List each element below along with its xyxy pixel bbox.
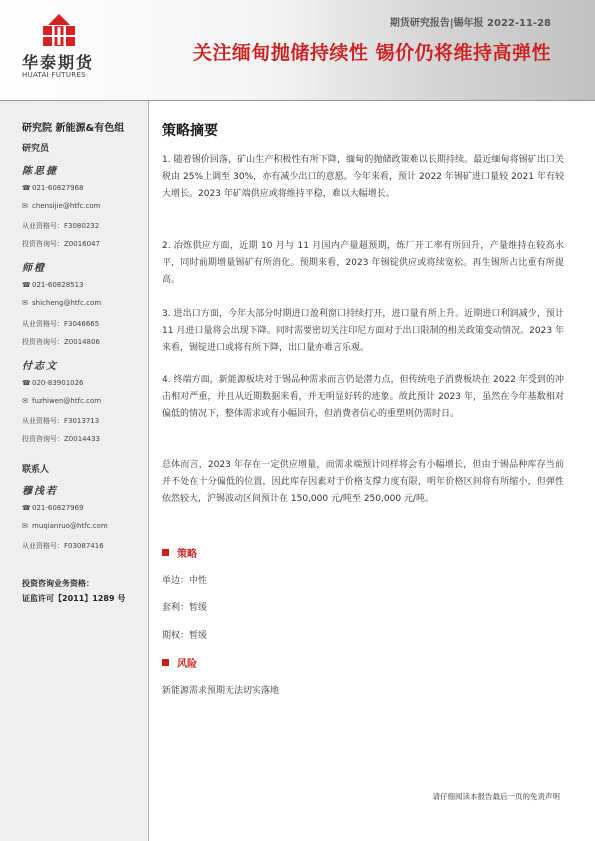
analyst-phone: ☎020-83901026 bbox=[22, 379, 84, 387]
phone-icon: ☎ bbox=[22, 184, 31, 192]
analyst-email[interactable]: ✉ chensijie@htfc.com bbox=[22, 202, 101, 210]
analyst-email[interactable]: ✉ fuzhiwen@htfc.com bbox=[22, 397, 102, 405]
contact-name: 穆浅若 bbox=[22, 486, 58, 497]
license-number: 证监许可【2011】1289 号 bbox=[22, 594, 126, 603]
analyst-qualification: 从业资格号：F3080232 bbox=[22, 222, 100, 230]
section-title: 策略摘要 bbox=[162, 123, 218, 139]
report-header bbox=[0, 0, 595, 100]
bullet-square-icon bbox=[162, 549, 169, 556]
contact-label: 联系人 bbox=[22, 465, 50, 475]
bullet-square-icon bbox=[162, 659, 169, 666]
analyst-invest-license: 投资咨询号：Z0014433 bbox=[22, 435, 100, 443]
risk-item: 新能源需求预期无法切实落地 bbox=[162, 686, 280, 696]
contact-email[interactable]: ✉ muqianruo@htfc.com bbox=[22, 522, 108, 530]
phone-icon: ☎ bbox=[22, 504, 31, 512]
analyst-phone: ☎021-60827968 bbox=[22, 184, 84, 192]
department-label: 研究院 新能源&有色组 bbox=[22, 123, 125, 134]
summary-paragraph: 4. 终端方面，新能源板块对于锡品种需求而言仍是潜力点，但传统电子消费板块在 2022 年受到的冲击相对严重，并且从近期数据来看，并无明显好转的迹象。故此预计 2023 年，虽然在今年基数相对偏低的情况下，整体需求或有小幅回升，但消费者信心的重塑则仍需时日。 bbox=[162, 375, 564, 419]
email-icon: ✉ bbox=[22, 299, 28, 307]
disclaimer-note: 请仔细阅读本报告最后一页的免责声明 bbox=[432, 792, 560, 801]
strategy-item: 期权：暂缓 bbox=[162, 631, 208, 641]
logo-emblem-icon bbox=[40, 14, 78, 48]
summary-paragraph: 3. 进出口方面，今年大部分时期进口盈利窗口持续打开，进口量有所上升。近期进口利润减少，预计 11 月进口量将会出现下降。同时需要密切关注印尼方面对于出口限制的相关政策变动情况。2023 年来看，锡锭进口或将有所下降，出口量亦难言乐观。 bbox=[162, 309, 564, 353]
contact-qualification: 从业资格号：F03087416 bbox=[22, 542, 104, 550]
analyst-invest-license: 投资咨询号：Z0016047 bbox=[22, 240, 100, 248]
strategy-heading: 策略 bbox=[162, 545, 197, 560]
report-type-date: 期货研究报告|锡年报 2022-11-28 bbox=[389, 18, 551, 29]
analyst-qualification: 从业资格号：F3013713 bbox=[22, 417, 100, 425]
email-icon: ✉ bbox=[22, 522, 28, 530]
email-icon: ✉ bbox=[22, 397, 28, 405]
strategy-item: 套利：暂缓 bbox=[162, 603, 208, 613]
risk-heading: 风险 bbox=[162, 655, 197, 670]
strategy-item: 单边：中性 bbox=[162, 576, 208, 586]
email-icon: ✉ bbox=[22, 202, 28, 210]
summary-paragraph: 2. 冶炼供应方面，近期 10 月与 11 月国内产量超预期，炼厂开工率有所回升，产量维持在较高水平，同时前期增量锡矿有所消化。预期来看，2023 年锡锭供应或将续宽松。再生锡所占比重有所提高。 bbox=[162, 241, 564, 285]
analyst-name: 陈思捷 bbox=[22, 166, 58, 177]
phone-icon: ☎ bbox=[22, 379, 31, 387]
logo-chinese-name: 华泰期货 bbox=[22, 53, 95, 72]
analyst-email[interactable]: ✉ shicheng@htfc.com bbox=[22, 299, 102, 307]
license-label: 投资咨询业务资格： bbox=[22, 579, 94, 588]
analyst-invest-license: 投资咨询号：Z0014806 bbox=[22, 338, 100, 346]
researchers-label: 研究员 bbox=[22, 144, 50, 154]
conclusion-paragraph: 总体而言，2023 年存在一定供应增量，而需求端预计同样将会有小幅增长，但由于锡品种库存当前并不处在十分偏低的位置，因此库存因素对于价格支撑力度有限，明年价格区间将有所缩小，但弹性依然较大，沪锡波动区间预计在 150,000 元/吨至 250,000 元/吨。 bbox=[162, 460, 564, 504]
analyst-qualification: 从业资格号：F3046665 bbox=[22, 320, 100, 328]
summary-paragraph: 1. 随着锡价回落，矿山生产积极性有所下降，缅甸的抛储政策难以长期持续。最近缅甸将锡矿出口关税由 25%上调至 30%，亦有减少出口的意愿。今年来看，预计 2022 年锡矿进口量较 2021 年有较大增长。2023 年矿端供应或将维持平稳，难以大幅增长。 bbox=[162, 155, 564, 199]
analyst-name: 付志文 bbox=[22, 361, 58, 372]
report-headline: 关注缅甸抛储持续性 锡价仍将维持高弹性 bbox=[192, 42, 551, 64]
logo-english-name: HUATAI FUTURES bbox=[22, 71, 86, 79]
analyst-phone: ☎021-60828513 bbox=[22, 281, 84, 289]
phone-icon: ☎ bbox=[22, 281, 31, 289]
contact-phone: ☎021-60827969 bbox=[22, 504, 84, 512]
analyst-name: 师橙 bbox=[22, 263, 46, 274]
